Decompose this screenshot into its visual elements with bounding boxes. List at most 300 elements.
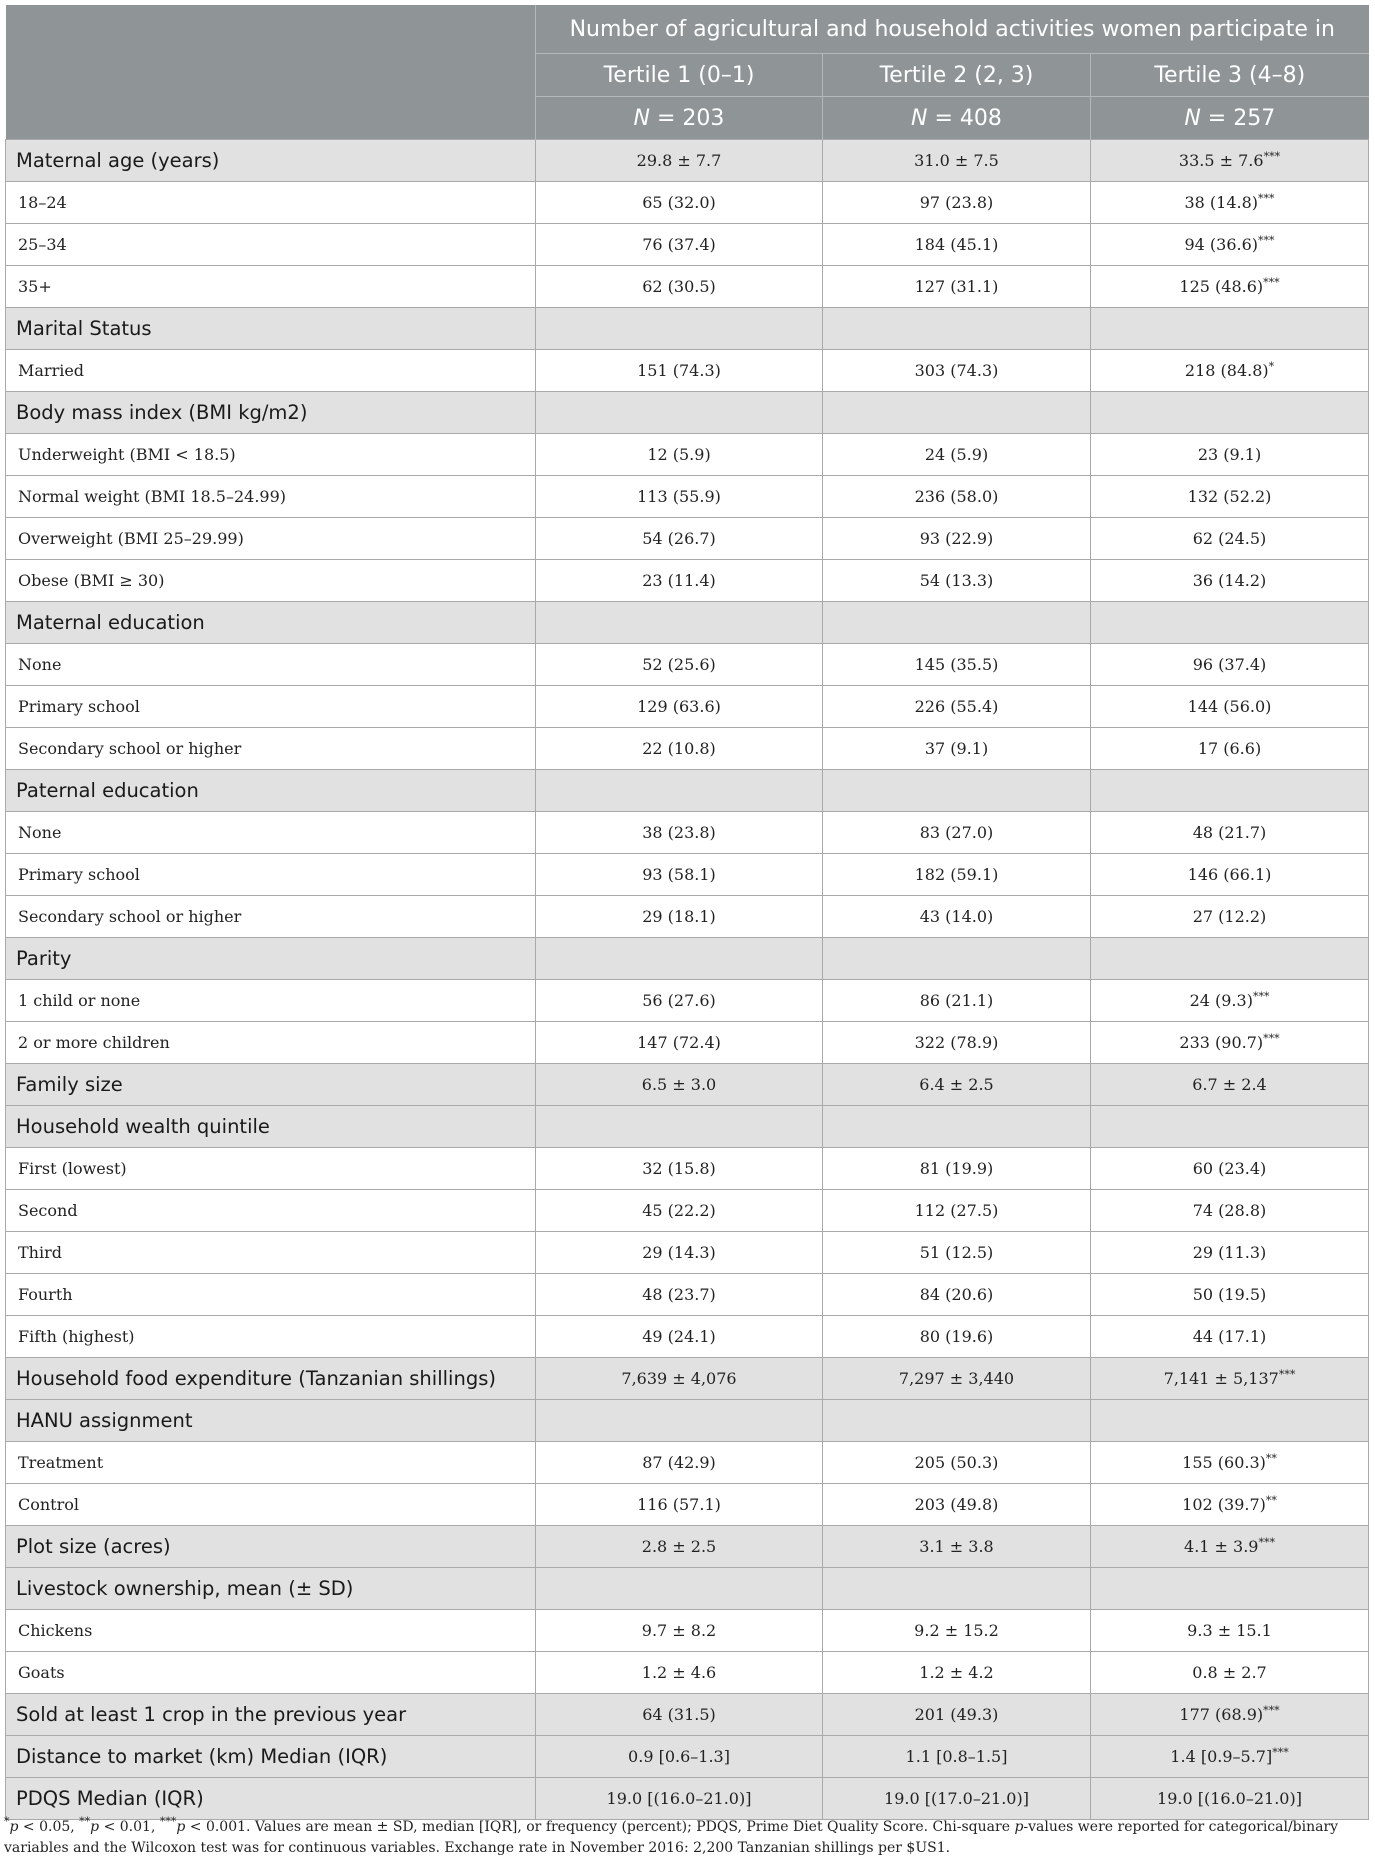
cell-value: 218 (84.8) — [1184, 361, 1269, 380]
cell-value: 38 (14.8) — [1184, 193, 1259, 212]
cell-value: 93 (22.9) — [919, 529, 994, 548]
cell-tertile-2 — [823, 728, 1091, 770]
cell-tertile-2 — [823, 1232, 1091, 1274]
table-row — [6, 896, 1369, 938]
cell-tertile-2 — [823, 812, 1091, 854]
cell-value: 127 (31.1) — [914, 277, 999, 296]
cell-tertile-2 — [823, 350, 1091, 392]
table-row — [6, 644, 1369, 686]
cell-tertile-3 — [1091, 1484, 1369, 1526]
table-row — [6, 812, 1369, 854]
table-body — [6, 140, 1369, 1820]
cell-value: 4.1 ± 3.9 — [1184, 1537, 1259, 1556]
cell-tertile-2 — [823, 896, 1091, 938]
cell-value: 29 (14.3) — [642, 1243, 716, 1262]
cell-tertile-2 — [823, 308, 1091, 350]
cell-tertile-3 — [1091, 770, 1369, 812]
cell-tertile-3 — [1091, 980, 1369, 1022]
cell-tertile-2 — [823, 266, 1091, 308]
cell-tertile-2 — [823, 938, 1091, 980]
cell-value: 52 (25.6) — [642, 655, 716, 674]
footnote-marker: * — [4, 1815, 10, 1828]
cell-value: 38 (23.8) — [642, 823, 716, 842]
row-label: 18–24 — [6, 182, 536, 224]
cell-tertile-3 — [1091, 1274, 1369, 1316]
cell-value: 146 (66.1) — [1187, 865, 1272, 884]
row-label: HANU assignment — [6, 1400, 536, 1442]
section-row — [6, 1400, 1369, 1442]
cell-tertile-3 — [1091, 266, 1369, 308]
header-tertile-2: Tertile 2 (2, 3) — [823, 54, 1091, 97]
cell-value: 102 (39.7) — [1182, 1495, 1266, 1514]
cell-tertile-2 — [823, 1526, 1091, 1568]
cell-tertile-2 — [823, 1652, 1091, 1694]
section-row — [6, 140, 1369, 182]
table-row — [6, 224, 1369, 266]
cell-value: 27 (12.2) — [1192, 907, 1267, 926]
cell-tertile-2 — [823, 644, 1091, 686]
cell-tertile-1 — [536, 686, 823, 728]
row-label: Chickens — [6, 1610, 536, 1652]
cell-tertile-2 — [823, 1694, 1091, 1736]
footnote-marker: ** — [79, 1815, 91, 1828]
row-label: None — [6, 644, 536, 686]
cell-value: 322 (78.9) — [914, 1033, 999, 1052]
cell-tertile-3 — [1091, 1022, 1369, 1064]
cell-value: 23 (11.4) — [642, 571, 716, 590]
cell-tertile-3 — [1091, 1526, 1369, 1568]
cell-value: 23 (9.1) — [1197, 445, 1262, 464]
cell-tertile-2 — [823, 1316, 1091, 1358]
cell-value: 182 (59.1) — [914, 865, 999, 884]
cell-value: 43 (14.0) — [919, 907, 994, 926]
cell-tertile-1 — [536, 1148, 823, 1190]
cell-tertile-2 — [823, 980, 1091, 1022]
cell-tertile-1 — [536, 476, 823, 518]
row-label: Family size — [6, 1064, 536, 1106]
cell-tertile-1 — [536, 1232, 823, 1274]
cell-tertile-2 — [823, 182, 1091, 224]
cell-tertile-2 — [823, 1358, 1091, 1400]
section-row — [6, 938, 1369, 980]
row-label: Secondary school or higher — [6, 896, 536, 938]
cell-tertile-2 — [823, 1106, 1091, 1148]
significance-marker: *** — [1272, 1746, 1289, 1759]
cell-value: 84 (20.6) — [919, 1285, 994, 1304]
row-label: Distance to market (km) Median (IQR) — [6, 1736, 536, 1778]
cell-tertile-1 — [536, 980, 823, 1022]
cell-value: 7,297 ± 3,440 — [898, 1369, 1015, 1388]
cell-value: 6.5 ± 3.0 — [641, 1075, 717, 1094]
significance-marker: *** — [1258, 234, 1275, 247]
cell-value: 233 (90.7) — [1179, 1033, 1264, 1052]
cell-value: 45 (22.2) — [642, 1201, 716, 1220]
cell-value: 12 (5.9) — [647, 445, 711, 464]
cell-tertile-2 — [823, 518, 1091, 560]
section-row — [6, 1358, 1369, 1400]
cell-tertile-1 — [536, 938, 823, 980]
row-label: PDQS Median (IQR) — [6, 1778, 536, 1820]
row-label: Livestock ownership, mean (± SD) — [6, 1568, 536, 1610]
row-label: Body mass index (BMI kg/m2) — [6, 392, 536, 434]
cell-tertile-2 — [823, 224, 1091, 266]
section-row — [6, 602, 1369, 644]
cell-value: 116 (57.1) — [637, 1495, 721, 1514]
footnote-text: p — [1014, 1819, 1024, 1835]
cell-value: 132 (52.2) — [1187, 487, 1272, 506]
significance-marker: *** — [1263, 1032, 1280, 1045]
cell-tertile-1 — [536, 350, 823, 392]
cell-value: 51 (12.5) — [919, 1243, 994, 1262]
cell-value: 76 (37.4) — [642, 235, 716, 254]
cell-value: 29.8 ± 7.7 — [636, 151, 722, 170]
cell-tertile-2 — [823, 1400, 1091, 1442]
cell-value: 48 (21.7) — [1192, 823, 1267, 842]
significance-marker: * — [1268, 360, 1275, 373]
cell-tertile-3 — [1091, 1652, 1369, 1694]
cell-tertile-1 — [536, 1736, 823, 1778]
significance-marker: *** — [1278, 1368, 1296, 1381]
cell-tertile-2 — [823, 392, 1091, 434]
table-row — [6, 350, 1369, 392]
cell-value: 29 (18.1) — [642, 907, 716, 926]
row-label: Maternal education — [6, 602, 536, 644]
cell-tertile-3 — [1091, 1442, 1369, 1484]
cell-value: 36 (14.2) — [1192, 571, 1267, 590]
row-label: Married — [6, 350, 536, 392]
table-row — [6, 476, 1369, 518]
cell-tertile-1 — [536, 560, 823, 602]
cell-tertile-1 — [536, 854, 823, 896]
cell-tertile-3 — [1091, 938, 1369, 980]
cell-tertile-3 — [1091, 1316, 1369, 1358]
row-label: First (lowest) — [6, 1148, 536, 1190]
cell-value: 155 (60.3) — [1182, 1453, 1266, 1472]
cell-value: 24 (5.9) — [924, 445, 989, 464]
cell-tertile-1 — [536, 392, 823, 434]
cell-tertile-2 — [823, 434, 1091, 476]
cell-value: 81 (19.9) — [919, 1159, 994, 1178]
row-label: Normal weight (BMI 18.5–24.99) — [6, 476, 536, 518]
cell-tertile-1 — [536, 1442, 823, 1484]
row-label: Primary school — [6, 686, 536, 728]
cell-value: 94 (36.6) — [1184, 235, 1259, 254]
cell-value: 64 (31.5) — [642, 1705, 716, 1724]
cell-tertile-3 — [1091, 1064, 1369, 1106]
cell-value: 184 (45.1) — [914, 235, 999, 254]
cell-tertile-1 — [536, 266, 823, 308]
cell-tertile-1 — [536, 1694, 823, 1736]
cell-tertile-2 — [823, 1148, 1091, 1190]
table-row — [6, 1190, 1369, 1232]
cell-tertile-1 — [536, 644, 823, 686]
cell-value: 129 (63.6) — [637, 697, 721, 716]
footnote-text: p — [176, 1819, 186, 1835]
cell-value: 17 (6.6) — [1197, 739, 1262, 758]
row-label: None — [6, 812, 536, 854]
section-row — [6, 770, 1369, 812]
cell-tertile-1 — [536, 1568, 823, 1610]
cell-tertile-1 — [536, 182, 823, 224]
cell-tertile-3 — [1091, 812, 1369, 854]
significance-marker: *** — [1258, 1536, 1275, 1549]
table-row — [6, 1148, 1369, 1190]
table-row — [6, 560, 1369, 602]
cell-value: 1.2 ± 4.6 — [641, 1663, 717, 1682]
cell-value: 3.1 ± 3.8 — [919, 1537, 994, 1556]
cell-tertile-3 — [1091, 560, 1369, 602]
cell-value: 24 (9.3) — [1189, 991, 1253, 1010]
cell-tertile-2 — [823, 770, 1091, 812]
table-row — [6, 518, 1369, 560]
footnote-marker: *** — [159, 1815, 177, 1828]
row-label: Sold at least 1 crop in the previous year — [6, 1694, 536, 1736]
significance-marker: *** — [1263, 150, 1281, 163]
cell-tertile-1 — [536, 1190, 823, 1232]
row-label: Second — [6, 1190, 536, 1232]
cell-tertile-3 — [1091, 1694, 1369, 1736]
cell-value: 31.0 ± 7.5 — [914, 151, 999, 170]
cell-value: 9.2 ± 15.2 — [914, 1621, 999, 1640]
section-row — [6, 308, 1369, 350]
cell-tertile-3 — [1091, 1190, 1369, 1232]
footnote-text: p — [9, 1819, 19, 1835]
cell-value: 2.8 ± 2.5 — [641, 1537, 717, 1556]
data-table — [5, 5, 1369, 1820]
cell-tertile-3 — [1091, 182, 1369, 224]
cell-tertile-1 — [536, 140, 823, 182]
cell-value: 151 (74.3) — [637, 361, 721, 380]
cell-tertile-3 — [1091, 476, 1369, 518]
cell-tertile-1 — [536, 1358, 823, 1400]
table-row — [6, 1232, 1369, 1274]
section-row — [6, 1694, 1369, 1736]
footnote-text: p — [90, 1819, 100, 1835]
cell-tertile-1 — [536, 1484, 823, 1526]
cell-value: 145 (35.5) — [914, 655, 999, 674]
cell-value: 7,639 ± 4,076 — [621, 1369, 737, 1388]
row-label: Fifth (highest) — [6, 1316, 536, 1358]
cell-value: 125 (48.6) — [1179, 277, 1264, 296]
cell-value: 96 (37.4) — [1192, 655, 1267, 674]
cell-tertile-3 — [1091, 1232, 1369, 1274]
row-label: 25–34 — [6, 224, 536, 266]
header-corner — [6, 5, 536, 140]
cell-tertile-1 — [536, 1400, 823, 1442]
table-row — [6, 1610, 1369, 1652]
footnote-text: < 0.05, — [18, 1819, 80, 1835]
row-label: Overweight (BMI 25–29.99) — [6, 518, 536, 560]
significance-marker: *** — [1258, 192, 1275, 205]
cell-tertile-1 — [536, 728, 823, 770]
row-label: Parity — [6, 938, 536, 980]
cell-tertile-1 — [536, 1652, 823, 1694]
header-n-tertile-3: N = 257 — [1091, 97, 1369, 140]
cell-tertile-2 — [823, 686, 1091, 728]
cell-value: 147 (72.4) — [637, 1033, 721, 1052]
cell-value: 0.9 [0.6–1.3] — [628, 1747, 730, 1766]
cell-tertile-2 — [823, 1736, 1091, 1778]
row-label: Goats — [6, 1652, 536, 1694]
row-label: Fourth — [6, 1274, 536, 1316]
cell-value: 37 (9.1) — [924, 739, 989, 758]
cell-tertile-1 — [536, 224, 823, 266]
cell-tertile-2 — [823, 1610, 1091, 1652]
cell-tertile-2 — [823, 1442, 1091, 1484]
cell-value: 1.1 [0.8–1.5] — [905, 1747, 1008, 1766]
row-label: Third — [6, 1232, 536, 1274]
row-label: Treatment — [6, 1442, 536, 1484]
cell-value: 144 (56.0) — [1187, 697, 1272, 716]
cell-value: 60 (23.4) — [1192, 1159, 1267, 1178]
row-label: Secondary school or higher — [6, 728, 536, 770]
cell-value: 54 (26.7) — [642, 529, 716, 548]
cell-value: 201 (49.3) — [914, 1705, 999, 1724]
table-row — [6, 1022, 1369, 1064]
cell-tertile-2 — [823, 1484, 1091, 1526]
header-n-tertile-1: N = 203 — [536, 97, 823, 140]
cell-tertile-1 — [536, 1778, 823, 1820]
cell-tertile-3 — [1091, 728, 1369, 770]
table-row — [6, 854, 1369, 896]
row-label: Primary school — [6, 854, 536, 896]
cell-value: 83 (27.0) — [919, 823, 994, 842]
cell-value: 87 (42.9) — [642, 1453, 716, 1472]
cell-tertile-3 — [1091, 1778, 1369, 1820]
cell-tertile-2 — [823, 1064, 1091, 1106]
section-row — [6, 1106, 1369, 1148]
cell-tertile-2 — [823, 476, 1091, 518]
cell-tertile-1 — [536, 1610, 823, 1652]
cell-tertile-3 — [1091, 1148, 1369, 1190]
cell-tertile-1 — [536, 812, 823, 854]
row-label: Control — [6, 1484, 536, 1526]
section-row — [6, 1064, 1369, 1106]
footnote-text: -values were reported for categorical/binary variables and the Wilcoxon test was for continuous variables. Exchange rate in November 2016: 2,200 Tanzanian shillings per $US1. — [4, 1819, 1339, 1856]
significance-marker: *** — [1263, 276, 1280, 289]
cell-tertile-1 — [536, 518, 823, 560]
cell-tertile-3 — [1091, 644, 1369, 686]
cell-value: 62 (30.5) — [642, 277, 716, 296]
cell-tertile-2 — [823, 854, 1091, 896]
cell-value: 19.0 [(16.0–21.0)] — [1157, 1789, 1302, 1808]
table-row — [6, 1484, 1369, 1526]
cell-value: 19.0 [(17.0–21.0)] — [884, 1789, 1029, 1808]
section-row — [6, 1736, 1369, 1778]
footnote-text: < 0.01, — [99, 1819, 160, 1835]
cell-value: 97 (23.8) — [919, 193, 994, 212]
cell-value: 7,141 ± 5,137 — [1163, 1369, 1279, 1388]
row-label: Underweight (BMI < 18.5) — [6, 434, 536, 476]
table-row — [6, 980, 1369, 1022]
cell-tertile-3 — [1091, 686, 1369, 728]
cell-tertile-3 — [1091, 518, 1369, 560]
cell-value: 74 (28.8) — [1192, 1201, 1267, 1220]
cell-tertile-1 — [536, 602, 823, 644]
cell-tertile-2 — [823, 1568, 1091, 1610]
cell-tertile-2 — [823, 1274, 1091, 1316]
cell-tertile-2 — [823, 560, 1091, 602]
cell-tertile-3 — [1091, 434, 1369, 476]
cell-tertile-1 — [536, 1274, 823, 1316]
table-row — [6, 266, 1369, 308]
cell-tertile-3 — [1091, 896, 1369, 938]
row-label: 2 or more children — [6, 1022, 536, 1064]
cell-value: 177 (68.9) — [1179, 1705, 1264, 1724]
cell-value: 56 (27.6) — [642, 991, 716, 1010]
cell-value: 62 (24.5) — [1192, 529, 1267, 548]
row-label: 35+ — [6, 266, 536, 308]
cell-tertile-3 — [1091, 140, 1369, 182]
table-row — [6, 1442, 1369, 1484]
cell-value: 6.7 ± 2.4 — [1192, 1075, 1267, 1094]
cell-tertile-2 — [823, 1778, 1091, 1820]
cell-tertile-2 — [823, 602, 1091, 644]
cell-value: 54 (13.3) — [919, 571, 994, 590]
cell-value: 9.7 ± 8.2 — [641, 1621, 717, 1640]
row-label: Maternal age (years) — [6, 140, 536, 182]
table-row — [6, 434, 1369, 476]
cell-tertile-2 — [823, 1022, 1091, 1064]
cell-tertile-3 — [1091, 1106, 1369, 1148]
significance-marker: ** — [1265, 1494, 1277, 1507]
header-n-tertile-2: N = 408 — [823, 97, 1091, 140]
header-tertile-3: Tertile 3 (4–8) — [1091, 54, 1369, 97]
cell-value: 9.3 ± 15.1 — [1187, 1621, 1272, 1640]
cell-tertile-3 — [1091, 1610, 1369, 1652]
cell-value: 33.5 ± 7.6 — [1178, 151, 1264, 170]
table-container — [5, 5, 1368, 1820]
section-row — [6, 1778, 1369, 1820]
cell-tertile-1 — [536, 896, 823, 938]
cell-tertile-3 — [1091, 854, 1369, 896]
cell-tertile-1 — [536, 1022, 823, 1064]
significance-marker: *** — [1252, 990, 1270, 1003]
row-label: Household wealth quintile — [6, 1106, 536, 1148]
section-row — [6, 1568, 1369, 1610]
row-label: Household food expenditure (Tanzanian shillings) — [6, 1358, 536, 1400]
table-row — [6, 182, 1369, 224]
cell-tertile-1 — [536, 770, 823, 812]
cell-value: 236 (58.0) — [914, 487, 999, 506]
cell-value: 80 (19.6) — [919, 1327, 994, 1346]
cell-value: 50 (19.5) — [1192, 1285, 1267, 1304]
cell-value: 6.4 ± 2.5 — [919, 1075, 994, 1094]
cell-value: 1.2 ± 4.2 — [919, 1663, 994, 1682]
cell-value: 203 (49.8) — [914, 1495, 999, 1514]
cell-value: 113 (55.9) — [637, 487, 721, 506]
cell-tertile-1 — [536, 434, 823, 476]
cell-tertile-2 — [823, 1190, 1091, 1232]
row-label: Marital Status — [6, 308, 536, 350]
table-footnote — [4, 1817, 1366, 1859]
cell-value: 32 (15.8) — [642, 1159, 716, 1178]
cell-value: 1.4 [0.9–5.7] — [1170, 1747, 1273, 1766]
significance-marker: *** — [1263, 1704, 1280, 1717]
table-row — [6, 686, 1369, 728]
cell-tertile-3 — [1091, 350, 1369, 392]
cell-tertile-3 — [1091, 1400, 1369, 1442]
table-row — [6, 1316, 1369, 1358]
table-row — [6, 1652, 1369, 1694]
cell-tertile-1 — [536, 1064, 823, 1106]
cell-value: 303 (74.3) — [914, 361, 999, 380]
row-label: 1 child or none — [6, 980, 536, 1022]
cell-tertile-3 — [1091, 1358, 1369, 1400]
header-tertile-1: Tertile 1 (0–1) — [536, 54, 823, 97]
cell-tertile-3 — [1091, 224, 1369, 266]
cell-tertile-2 — [823, 140, 1091, 182]
